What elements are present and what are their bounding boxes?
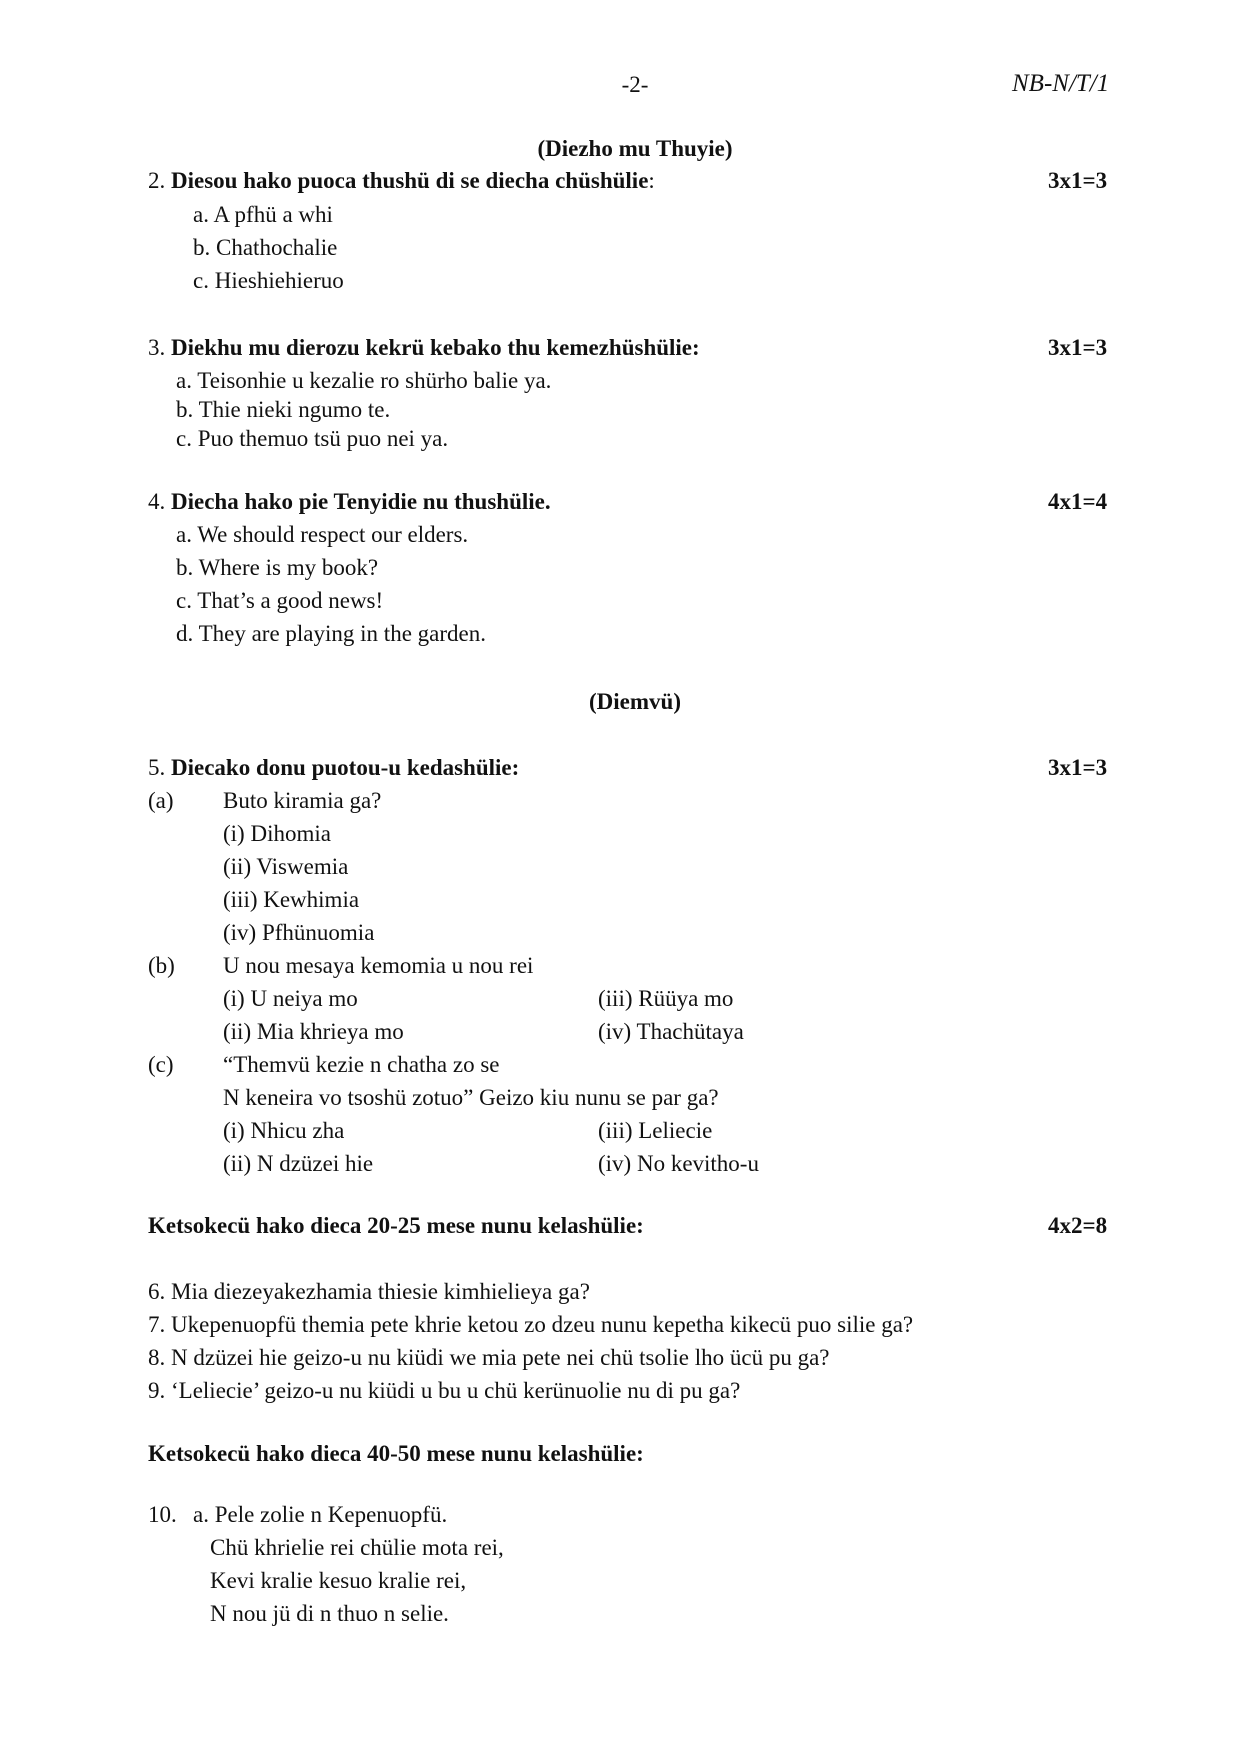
marks-q5: 3x1=3 — [1048, 755, 1108, 780]
list-item: a. A pfhü a whi — [193, 202, 333, 227]
question-5 — [148, 756, 519, 779]
list-item: c. Hieshiehieruo — [193, 268, 344, 293]
question-2 — [148, 169, 655, 192]
question-text: Diecha hako pie Tenyidie nu thushülie. — [171, 489, 551, 514]
list-item: b. Where is my book? — [176, 555, 379, 580]
option: (i) U neiya mo — [223, 986, 358, 1011]
list-item: 9. ‘Leliecie’ geizo-u nu kiüdi u bu u chü kerünuolie nu di pu ga? — [148, 1378, 741, 1403]
option: (ii) Mia khrieya mo — [223, 1019, 404, 1044]
question-number: 2. — [148, 168, 166, 193]
list-item: c. That’s a good news! — [176, 588, 384, 613]
option: (iii) Leliecie — [598, 1118, 713, 1143]
option: (iii) Kewhimia — [223, 887, 360, 912]
question-number: 10. — [148, 1502, 177, 1527]
list-item: c. Puo themuo tsü puo nei ya. — [176, 426, 449, 451]
long-answer-heading: Ketsokecü hako dieca 40-50 mese nunu kelashülie: — [148, 1441, 644, 1466]
question-text: Diekhu mu dierozu kekrü kebako thu kemezhüshülie: — [171, 335, 700, 360]
short-answer-heading: Ketsokecü hako dieca 20-25 mese nunu kelashülie: — [148, 1213, 644, 1238]
list-item: 6. Mia diezeyakezhamia thiesie kimhielieya ga? — [148, 1279, 590, 1304]
option: (i) Dihomia — [223, 821, 331, 846]
question-number: 5. — [148, 755, 166, 780]
option: (iii) Rüüya mo — [598, 986, 734, 1011]
list-item: a. We should respect our elders. — [176, 522, 469, 547]
question-number: 4. — [148, 489, 166, 514]
sub-question-text: “Themvü kezie n chatha zo se — [223, 1052, 500, 1077]
marks-q2: 3x1=3 — [1048, 168, 1108, 193]
list-item: 8. N dzüzei hie geizo-u nu kiüdi we mia pete nei chü tsolie lho ücü pu ga? — [148, 1345, 830, 1370]
page-number: -2- — [621, 72, 649, 97]
sub-question-label: (b) — [148, 953, 175, 978]
marks-short-answers: 4x2=8 — [1048, 1213, 1108, 1238]
option: (iv) No kevitho-u — [598, 1151, 759, 1176]
option: (iv) Thachütaya — [598, 1019, 744, 1044]
list-item: b. Chathochalie — [193, 235, 338, 260]
list-item: 7. Ukepenuopfü themia pete khrie ketou zo dzeu nunu kepetha kikecü puo silie ga? — [148, 1312, 914, 1337]
marks-q4: 4x1=4 — [1048, 489, 1108, 514]
document-code: NB-N/T/1 — [1012, 70, 1110, 97]
poem-line: Kevi kralie kesuo kralie rei, — [210, 1568, 467, 1593]
option: (i) Nhicu zha — [223, 1118, 345, 1143]
list-item: a. Teisonhie u kezalie ro shürho balie ya. — [176, 368, 552, 393]
list-item: b. Thie nieki ngumo te. — [176, 397, 391, 422]
poem-line: a. Pele zolie n Kepenuopfü. — [193, 1502, 448, 1527]
sub-question-text: N keneira vo tsoshü zotuo” Geizo kiu nunu se par ga? — [223, 1085, 719, 1110]
question-text: Diesou hako puoca thushü di se diecha chüshülie — [171, 168, 649, 193]
option: (ii) N dzüzei hie — [223, 1151, 374, 1176]
question-4 — [148, 490, 551, 513]
poem-line: N nou jü di n thuo n selie. — [210, 1601, 449, 1626]
question-text: Diecako donu puotou-u kedashülie: — [171, 755, 520, 780]
question-3 — [148, 336, 700, 359]
sub-question-label: (a) — [148, 788, 174, 813]
question-colon: : — [648, 168, 655, 193]
option: (iv) Pfhünuomia — [223, 920, 375, 945]
sub-question-text: Buto kiramia ga? — [223, 788, 382, 813]
section-title-poetry: (Diemvü) — [589, 689, 681, 714]
sub-question-text: U nou mesaya kemomia u nou rei — [223, 953, 534, 978]
list-item: d. They are playing in the garden. — [176, 621, 486, 646]
poem-line: Chü khrielie rei chülie mota rei, — [210, 1535, 504, 1560]
sub-question-label: (c) — [148, 1052, 174, 1077]
section-title-grammar: (Diezho mu Thuyie) — [537, 136, 733, 161]
question-number: 3. — [148, 335, 166, 360]
marks-q3: 3x1=3 — [1048, 335, 1108, 360]
option: (ii) Viswemia — [223, 854, 349, 879]
